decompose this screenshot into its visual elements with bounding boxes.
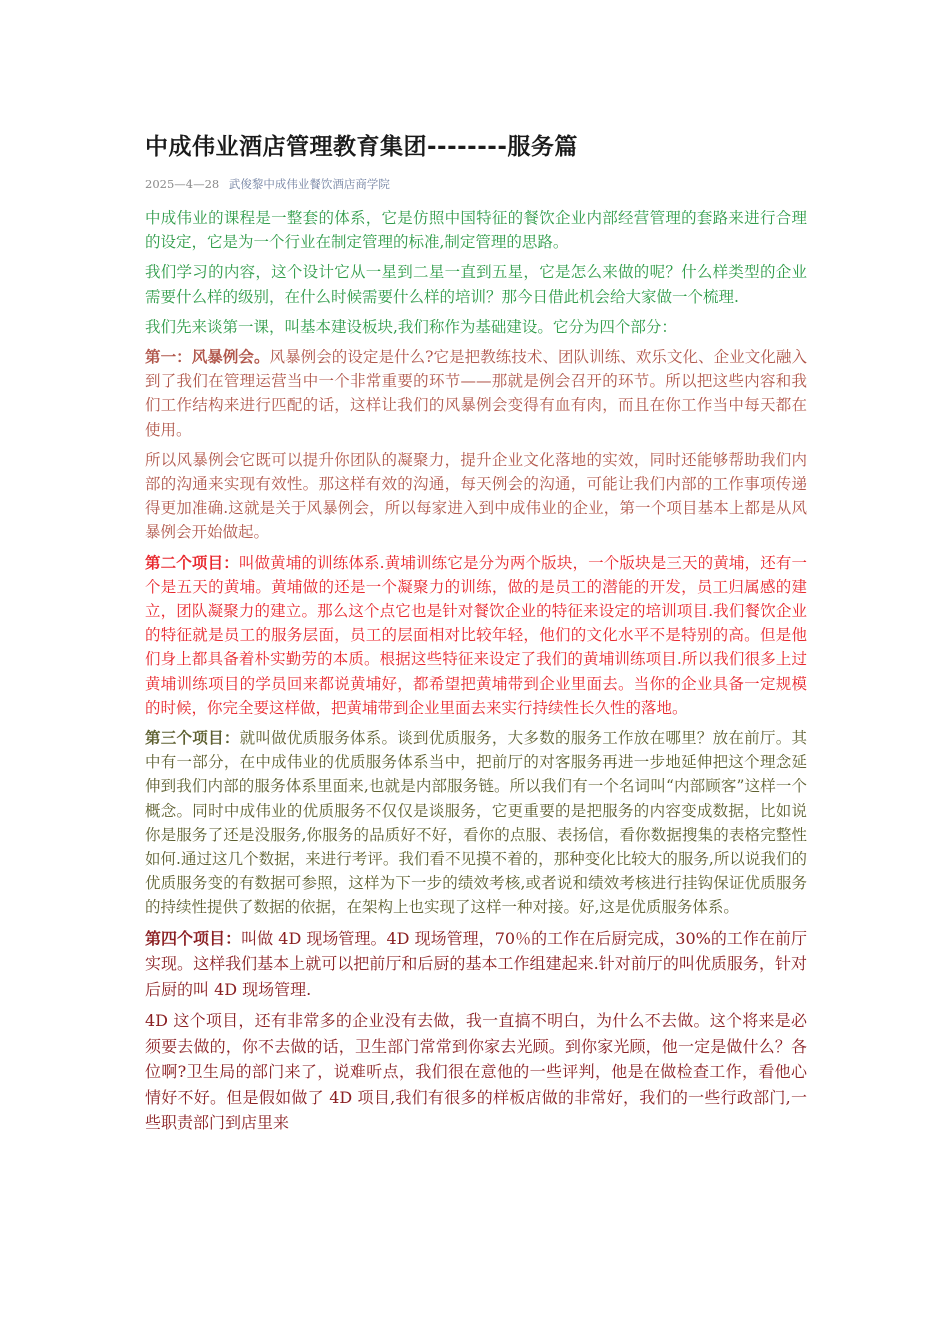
article-source: 武俊黎中成伟业餐饮酒店商学院 xyxy=(228,177,390,191)
paragraph-first-lesson: 我们先来谈第一课，叫基本建设板块,我们称作为基础建设。它分为四个部分： xyxy=(145,317,677,336)
item-3-text: 就叫做优质服务体系。谈到优质服务，大多数的服务工作放在哪里？放在前厅。其中有一部分，在中成伟业的优质服务体系当中，把前厅的对客服务再进一步地延伸把这个理念延伸到我们内部的服务体系里面来,也就是内部服务链。所以我们有一个名词叫“内部顾客”这样一个概念。同时中成伟业的优质服务不仅仅是谈服务，它更重要的是把服务的内容变成数据，比如说你是服务了还是没服务,你服务的品质好不好，看你的点服、表扬信，看你数据搜集的表格完整性如何.通过这几个数据，来进行考评。我们看不见摸不着的，那种变化比较大的服务,所以说我们的优质服务变的有数据可参照，这样为下一步的绩效考核,或者说和绩效考核进行挂钩保证优质服务的持续性提供了数据的依据，在架构上也实现了这样一种对接。好,这是优质服务体系。 xyxy=(145,729,807,917)
item-2-text: 叫做黄埔的训练体系.黄埔训练它是分为两个版块，一个版块是三天的黄埔，还有一个是五天的黄埔。黄埔做的还是一个凝聚力的训练，做的是员工的潜能的开发，员工归属感的建立，团队凝聚力的建立。那么这个点它也是针对餐饮企业的特征来设定的培训项目.我们餐饮企业的特征就是员工的服务层面，员工的层面相对比较年轻，他们的文化水平不是特别的高。但是他们身上都具备着朴实勤劳的本质。根据这些特征来设定了我们的黄埔训练项目.所以我们很多上过黄埔训练项目的学员回来都说黄埔好，都希望把黄埔带到企业里面去。当你的企业具备一定规模的时候，你完全要这样做，把黄埔带到企业里面去来实行持续性长久性的落地。 xyxy=(145,553,807,717)
paragraph-item-1-continued: 所以风暴例会它既可以提升你团队的凝聚力，提升企业文化落地的实效，同时还能够帮助我们内部的沟通来实现有效性。那这样有效的沟通，每天例会的沟通，可能让我们内部的工作事项传递得更加准确.这就是关于风暴例会，所以每家进入到中成伟业的企业，第一个项目基本上都是从风暴例会开始做起。 xyxy=(145,450,807,542)
page-title: 中成伟业酒店管理教育集团--------服务篇 xyxy=(145,134,578,160)
paragraph-item-1 xyxy=(145,345,807,442)
paragraph-4d-discussion: 4D 这个项目，还有非常多的企业没有去做，我一直搞不明白，为什么不去做。这个将来是必须要去做的，你不去做的话，卫生部门常常到你家去光顾。到你家光顾，他一定是做什么？各位啊?卫生局的部门来了，说难听点，我们很在意他的一些评判，他是在做检查工作，看他心情好不好。但是假如做了 4D 项目,我们有很多的样板店做的非常好，我们的一些行政部门,一些职责部门到店里来 xyxy=(145,1011,807,1133)
item-4-text: 叫做 4D 现场管理。4D 现场管理，70％的工作在后厨完成，30%的工作在前厅实现。这样我们基本上就可以把前厅和后厨的基本工作组建起来.针对前厅的叫优质服务，针对后厨的叫 4D 现场管理. xyxy=(145,928,807,999)
paragraph-item-4 xyxy=(145,926,807,1003)
paragraph-item-3 xyxy=(145,726,807,920)
item-2-heading: 第二个项目： xyxy=(145,552,239,572)
item-1-text: 风暴例会的设定是什么?它是把教练技术、团队训练、欢乐文化、企业文化融入到了我们在管理运营当中一个非常重要的环节——那就是例会召开的环节。所以把这些内容和我们工作结构来进行匹配的话，这样让我们的风暴例会变得有血有肉，而且在你工作当中每天都在使用。 xyxy=(145,348,807,439)
article-meta xyxy=(145,176,807,192)
article-date: 2025—4—28 xyxy=(145,177,220,191)
item-1-heading: 第一：风暴例会。 xyxy=(145,347,270,367)
paragraph-intro: 中成伟业的课程是一整套的体系，它是仿照中国特征的餐饮企业内部经营管理的套路来进行合理的设定，它是为一个行业在制定管理的标准,制定管理的思路。 xyxy=(145,209,807,252)
item-3-heading: 第三个项目： xyxy=(145,728,240,748)
paragraph-item-2 xyxy=(145,551,807,720)
paragraph-learning-content: 我们学习的内容，这个设计它从一星到二星一直到五星，它是怎么来做的呢？什么样类型的企业需要什么样的级别，在什么时候需要什么样的培训？那今日借此机会给大家做一个梳理. xyxy=(145,263,807,306)
article xyxy=(145,128,807,1142)
item-4-heading: 第四个项目： xyxy=(145,928,242,948)
